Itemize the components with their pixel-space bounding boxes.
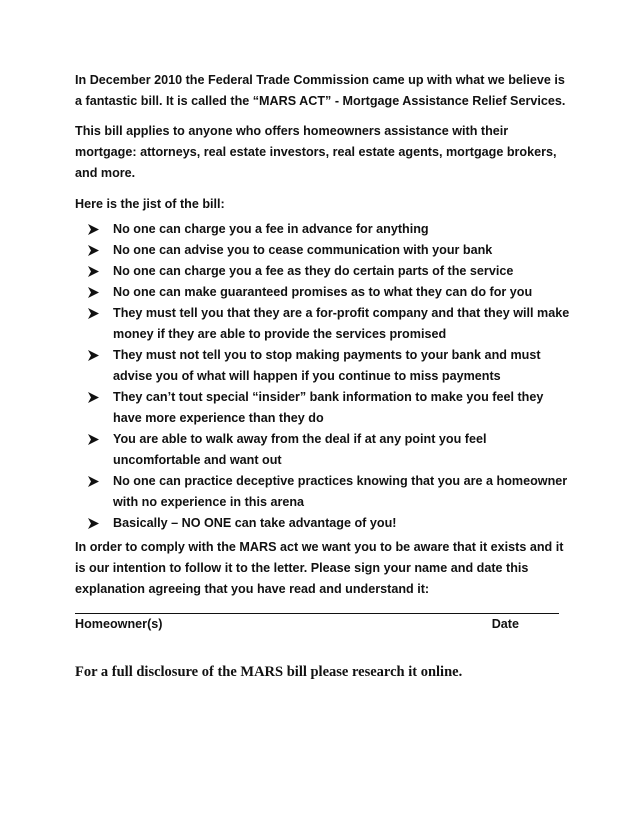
- bill-point: [75, 219, 573, 240]
- bill-point-text: You are able to walk away from the deal if at any point you feel uncomfortable and want out: [113, 432, 487, 467]
- bill-point-text: No one can charge you a fee in advance for anything: [113, 222, 429, 236]
- document-body: [75, 70, 573, 696]
- bill-point: [75, 513, 573, 534]
- bill-point: [75, 261, 573, 282]
- signature-labels: [75, 614, 519, 635]
- arrowhead-bullet-icon: [88, 434, 99, 445]
- bill-point: [75, 303, 573, 345]
- arrowhead-bullet-icon: [88, 392, 99, 403]
- bill-points-list: [75, 219, 573, 534]
- bill-point-text: No one can charge you a fee as they do certain parts of the service: [113, 264, 514, 278]
- bill-point: [75, 345, 573, 387]
- bill-point-text: They can’t tout special “insider” bank information to make you feel they have more experience than they do: [113, 390, 544, 425]
- jist-heading: Here is the jist of the bill:: [75, 197, 225, 211]
- bill-point: [75, 282, 573, 303]
- disclosure-footer: For a full disclosure of the MARS bill please research it online.: [75, 664, 463, 680]
- homeowner-label: Homeowner(s): [75, 617, 163, 631]
- bill-point-text: No one can advise you to cease communication with your bank: [113, 243, 493, 257]
- comply-paragraph: In order to comply with the MARS act we want you to be aware that it exists and it is our intention to follow it to the letter. Please sign your name and date this explanation agreeing that you have read and understand it:: [75, 540, 564, 596]
- arrowhead-bullet-icon: [88, 224, 99, 235]
- arrowhead-bullet-icon: [88, 287, 99, 298]
- arrowhead-bullet-icon: [88, 350, 99, 361]
- bill-point-text: Basically – NO ONE can take advantage of you!: [113, 516, 397, 530]
- bill-point-text: They must tell you that they are a for-profit company and that they will make money if they are able to provide the services promised: [113, 306, 570, 341]
- bill-point: [75, 429, 573, 471]
- date-label: Date: [491, 617, 519, 631]
- bill-point: [75, 471, 573, 513]
- arrowhead-bullet-icon: [88, 266, 99, 277]
- arrowhead-bullet-icon: [88, 476, 99, 487]
- intro-paragraph: In December 2010 the Federal Trade Commission came up with what we believe is a fantastic bill. It is called the “MARS ACT” - Mortgage Assistance Relief Services.: [75, 73, 566, 108]
- arrowhead-bullet-icon: [88, 308, 99, 319]
- bill-point: [75, 387, 573, 429]
- arrowhead-bullet-icon: [88, 245, 99, 256]
- applies-paragraph: This bill applies to anyone who offers homeowners assistance with their mortgage: attorneys, real estate investors, real estate agents, mortgage brokers, and more.: [75, 124, 557, 180]
- bill-point: [75, 240, 573, 261]
- bill-point-text: They must not tell you to stop making payments to your bank and must advise you of what will happen if you continue to miss payments: [113, 348, 541, 383]
- bill-point-text: No one can make guaranteed promises as to what they can do for you: [113, 285, 533, 299]
- arrowhead-bullet-icon: [88, 518, 99, 529]
- bill-point-text: No one can practice deceptive practices knowing that you are a homeowner with no experience in this arena: [113, 474, 568, 509]
